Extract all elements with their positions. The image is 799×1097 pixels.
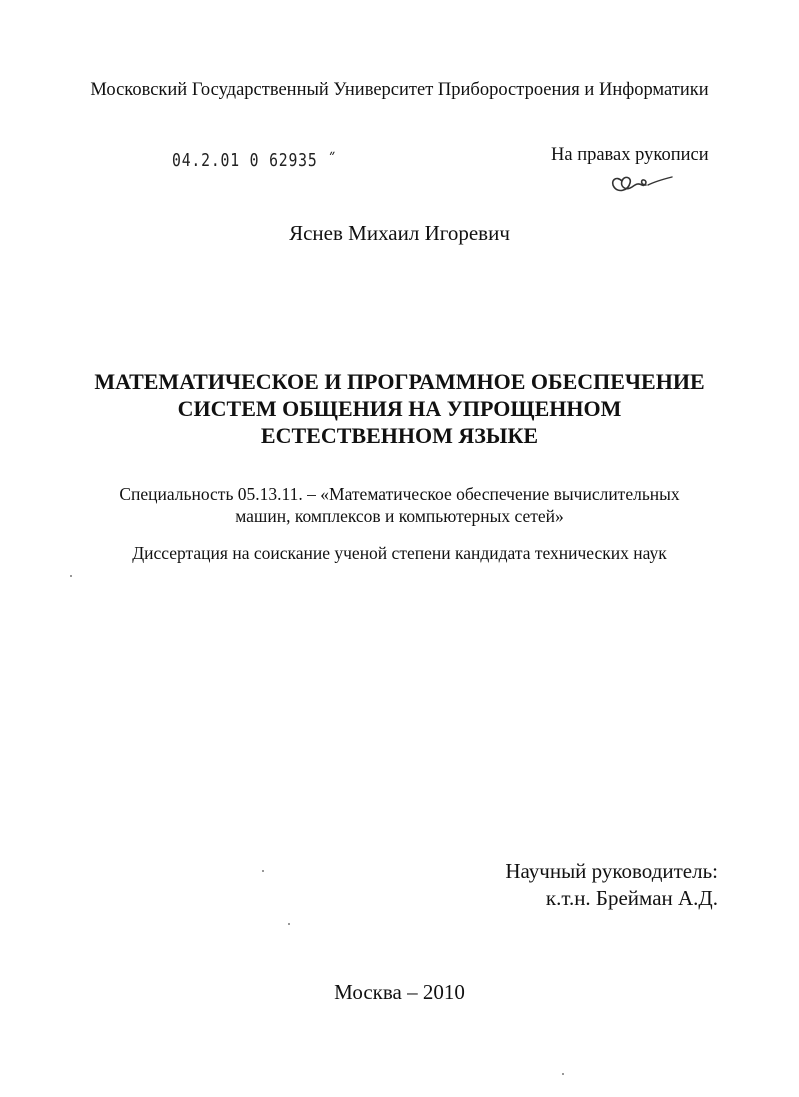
title-line-1: МАТЕМАТИЧЕСКОЕ И ПРОГРАММНОЕ ОБЕСПЕЧЕНИЕ	[94, 369, 705, 394]
specialty-line-2: машин, комплексов и компьютерных сетей»	[235, 506, 564, 526]
scan-speck	[70, 575, 72, 577]
dissertation-title	[0, 368, 799, 449]
manuscript-rights-note: На правах рукописи	[551, 145, 709, 165]
title-line-3: ЕСТЕСТВЕННОМ ЯЗЫКЕ	[260, 423, 539, 448]
supervisor-block	[505, 858, 718, 912]
specialty	[0, 483, 799, 527]
dissertation-degree: Диссертация на соискание ученой степени кандидата технических наук	[132, 543, 667, 563]
university-name: Московский Государственный Университет Приборостроения и Информатики	[90, 80, 709, 100]
supervisor-name: к.т.н. Брейман А.Д.	[545, 886, 718, 910]
scan-speck	[262, 870, 264, 872]
scan-speck	[562, 1073, 564, 1075]
scan-speck	[288, 923, 290, 925]
city-year: Москва – 2010	[334, 980, 465, 1004]
supervisor-label: Научный руководитель:	[505, 859, 718, 883]
title-line-2: СИСТЕМ ОБЩЕНИЯ НА УПРОЩЕННОМ	[177, 396, 622, 421]
specialty-line-1: Специальность 05.13.11. – «Математическое обеспечение вычислительных	[119, 484, 680, 504]
handwritten-signature	[608, 167, 678, 197]
archive-stamp-number: 04.2.01 0 62935 ˝	[172, 150, 338, 171]
author-name: Яснев Михаил Игоревич	[289, 221, 510, 245]
